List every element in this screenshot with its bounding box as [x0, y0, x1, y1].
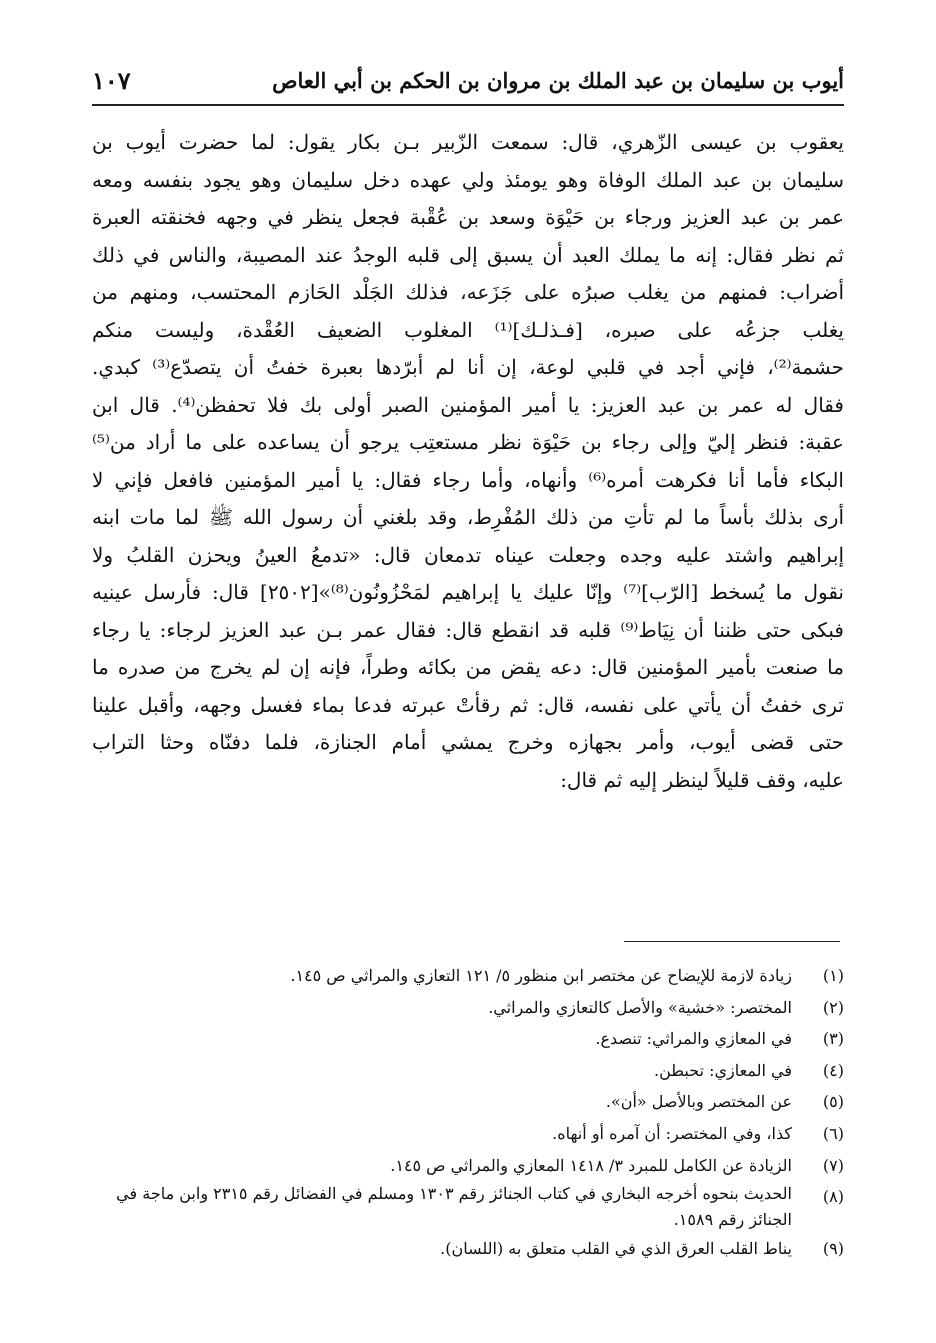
running-title: أيوب بن سليمان بن عبد الملك بن مروان بن الحكم بن أبي العاص [272, 68, 844, 93]
text-line: حتى قضى أيوب، وأمر بجهازه وخرج يمشي أمام الجنازة، فلما دفنّاه وحثا التراب [92, 730, 844, 754]
footnote-text: يناط القلب العرق الذي في القلب متعلق به (اللسان). [440, 1239, 792, 1259]
text-line: عليه، وقف قليلاً لينظر إليه ثم قال: [560, 767, 844, 792]
footnote-number: (٧) [822, 1155, 844, 1175]
main-text [92, 124, 844, 799]
text-line: حشمة⁽²⁾، فإني أجد في قلبي لوعة، إن أنا لم أبرّدها بعبرة خفتُ أن يتصدّع⁽³⁾ كبدي. [92, 355, 844, 379]
text-line: أرى بذلك بأساً ما لم تأتِ من ذلك المُفْرِط، وقد بلغني أن رسول الله ﷺ لما مات ابنه [92, 505, 844, 529]
footnote-item [92, 992, 844, 1024]
text-line: أضراب: فمنهم من يغلب صبرُه على جَزَعه، فذلك الجَلْد الحَازم المحتسب، ومنهم من [92, 280, 844, 304]
text-line: سليمان بن عبد الملك الوفاة وهو يومئذ ولي عهده دخل سليمان وهو يجود بنفسه ومعه [92, 167, 844, 192]
footnote-number: (٨) [822, 1187, 844, 1207]
footnote-item [92, 1181, 844, 1233]
text-line: عقبة: فنظر إليّ وإلى رجاء بن حَيْوَة نظر مستعتِب يرجو أن يساعده على ما أراد من⁽⁵⁾ [92, 430, 844, 454]
footnote-number: (٥) [822, 1092, 844, 1112]
footnote-number: (٤) [822, 1060, 844, 1080]
footnote-number: (٢) [822, 997, 844, 1017]
footnote-text: الزيادة عن الكامل للمبرد ٣/ ١٤١٨ المعازي والمراثي ص ١٤٥. [390, 1155, 792, 1175]
page-number: ١٠٧ [92, 66, 131, 95]
text-line: البكاء فأما أنا فكرهت أمره⁽⁶⁾ وأنهاه، وأما رجاء فقال: يا أمير المؤمنين فافعل فإني لا [92, 467, 844, 492]
text-line: فقال له عمر بن عبد العزيز: يا أمير المؤمنين الصبر أولى بك فلا تحفظن⁽⁴⁾. قال ابن [92, 392, 844, 417]
footnote-text: في المعازي والمراثي: تنصدع. [595, 1029, 792, 1049]
text-line: إبراهيم واشتد عليه وجده وجعلت عيناه تدمعان قال: «تدمعُ العينُ ويحزن القلبُ ولا [92, 542, 844, 567]
footnote-item [92, 960, 844, 992]
footnote-text: عن المختصر وبالأصل «أن». [605, 1092, 792, 1112]
text-line: يغلب جزعُه على صبره، [فـذلـك]⁽¹⁾ المغلوب الضعيف العُقْدة، وليست منكم [92, 317, 844, 342]
footnote-text: في المعازي: تحبطن. [654, 1060, 792, 1080]
text-line: ثم نظر فقال: إنه ما يملك العبد أن يسبق إلى قلبه الوجدُ عند المصيبة، والناس في ذلك [92, 242, 844, 267]
footnote-item [92, 1023, 844, 1055]
footnote-divider [624, 941, 840, 942]
text-line: يعقوب بن عيسى الزّهري، قال: سمعت الزّبير بـن بكار يقول: لما حضرت أيوب بن [92, 130, 844, 154]
text-line: نقول ما يُسخط [الرّب]⁽⁷⁾ وإنّا عليك يا إبراهيم لمَحْزُونُون⁽⁸⁾»[٢٥٠٢] قال: فأرسل عينيه [92, 580, 844, 604]
footnote-text: الحديث بنحوه أخرجه البخاري في كتاب الجنائز رقم ١٣٠٣ ومسلم في الفضائل رقم ٢٣١٥ وابن ماجة في [116, 1184, 792, 1204]
text-line: فبكى حتى ظننا أن نِيَاط⁽⁹⁾ قلبه قد انقطع قال: فقال عمر بـن عبد العزيز لرجاء: يا رجاء [92, 617, 844, 642]
text-line: عمر بن عبد العزيز ورجاء بن حَيْوَة وسعد بن عُقْبة فجعل ينظر في وجهه فخنقته العبرة [92, 205, 844, 229]
page-header [92, 56, 844, 106]
footnote-number: (٩) [822, 1239, 844, 1259]
footnote-item [92, 1086, 844, 1118]
text-line: ترى خفتُ أن يأتي على نفسه، قال: ثم رقأتْ عبرته فدعا بماء فغسل وجهه، وأقبل علينا [92, 692, 844, 717]
footnote-number: (٦) [822, 1123, 844, 1143]
text-line: ما صنعت بأمير المؤمنين قال: دعه يقض من بكائه وطراً، فإنه إن لم يخرج من صدره ما [92, 655, 844, 679]
footnote-item [92, 1150, 844, 1182]
footnote-item [92, 1118, 844, 1150]
footnote-item [92, 1233, 844, 1265]
footnote-number: (١) [822, 966, 844, 985]
footnote-item [92, 1055, 844, 1087]
footnote-text: كذا، وفي المختصر: أن آمره أو أنهاه. [552, 1123, 792, 1143]
footnote-number: (٣) [822, 1029, 844, 1049]
footnotes [92, 960, 844, 1265]
footnote-text-continued: الجنائز رقم ١٥٨٩. [673, 1210, 792, 1230]
footnote-text: زيادة لازمة للإيضاح عن مختصر ابن منظور ٥/ ١٢١ التعازي والمراثي ص ١٤٥. [290, 966, 792, 985]
footnote-text: المختصر: «خشية» والأصل كالتعازي والمراثي. [488, 997, 792, 1017]
